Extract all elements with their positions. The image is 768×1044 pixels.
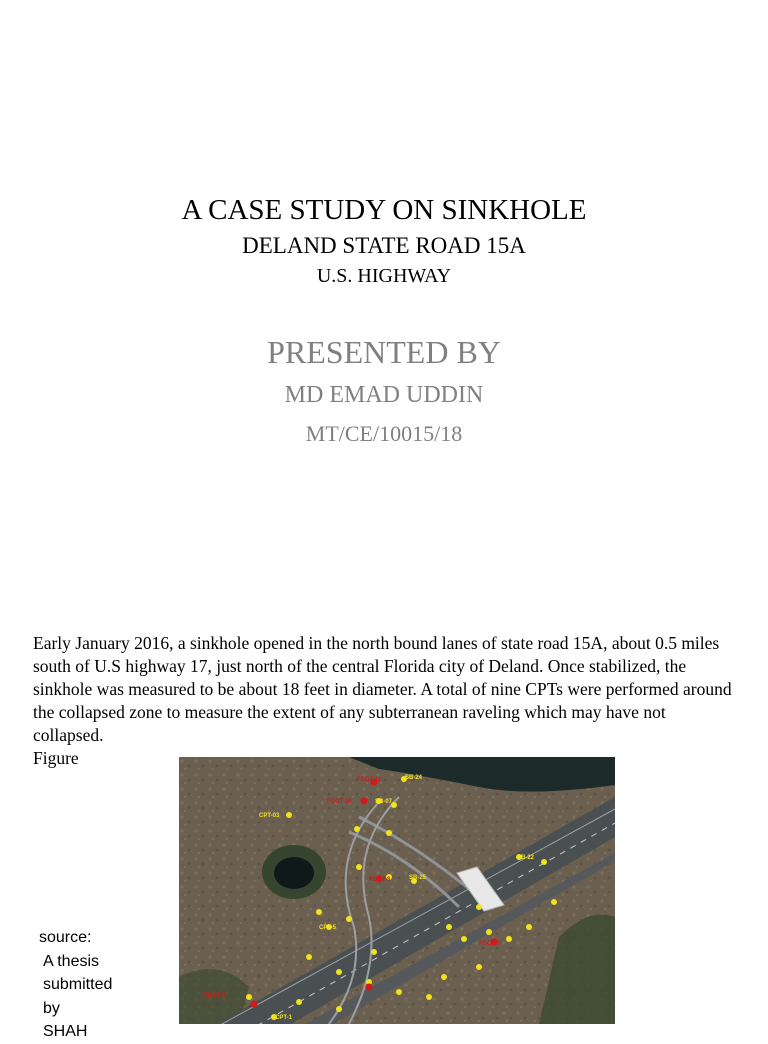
map-label: SB-25 (409, 875, 427, 881)
map-label: FDOT-6 (204, 993, 226, 999)
map-label: SB-22 (517, 855, 535, 861)
source-line: A thesis (43, 952, 100, 970)
roll-number: MT/CE/10015/18 (305, 421, 463, 446)
retention-pond (274, 857, 314, 889)
map-label: SB-07 (375, 799, 393, 805)
slide-title: A CASE STUDY ON SINKHOLE (181, 194, 587, 226)
figure-label: Figure (33, 748, 79, 768)
source-line: source: (39, 929, 92, 946)
map-label: SB-24 (405, 775, 423, 781)
source-line: SHAH (43, 1023, 88, 1040)
slide-subtitle-highway: U.S. HIGHWAY (316, 265, 452, 287)
map-label: FDOT-8 (369, 877, 391, 883)
map-label: FDOT-10 (327, 799, 352, 805)
source-note (39, 926, 149, 1044)
slide-subtitle-road: DELAND STATE ROAD 15A (242, 233, 526, 258)
aerial-site-map-image (179, 757, 615, 1024)
map-label: FDOT-7 (479, 941, 501, 947)
map-label: FDOT-11 (357, 777, 382, 783)
map-label: CPT-03 (259, 813, 280, 819)
source-line: by (43, 999, 60, 1017)
map-label: CPT-5 (319, 925, 337, 931)
source-line: submitted (43, 976, 113, 993)
map-label: CPT-1 (275, 1015, 293, 1021)
case-description-paragraph: Early January 2016, a sinkhole opened in the north bound lanes of state road 15A, about 0.5 miles south of U.S highway 17, just north of the central Florida city of Deland. Once stabilized, the sinkhole was measured to be about 18 feet in diameter. A total of nine CPTs were performed around the collapsed zone to measure the extent of any subterranean raveling which may have not collapsed. (33, 633, 732, 745)
presented-by-heading: PRESENTED BY (267, 334, 501, 370)
author-name: MD EMAD UDDIN (284, 382, 484, 408)
